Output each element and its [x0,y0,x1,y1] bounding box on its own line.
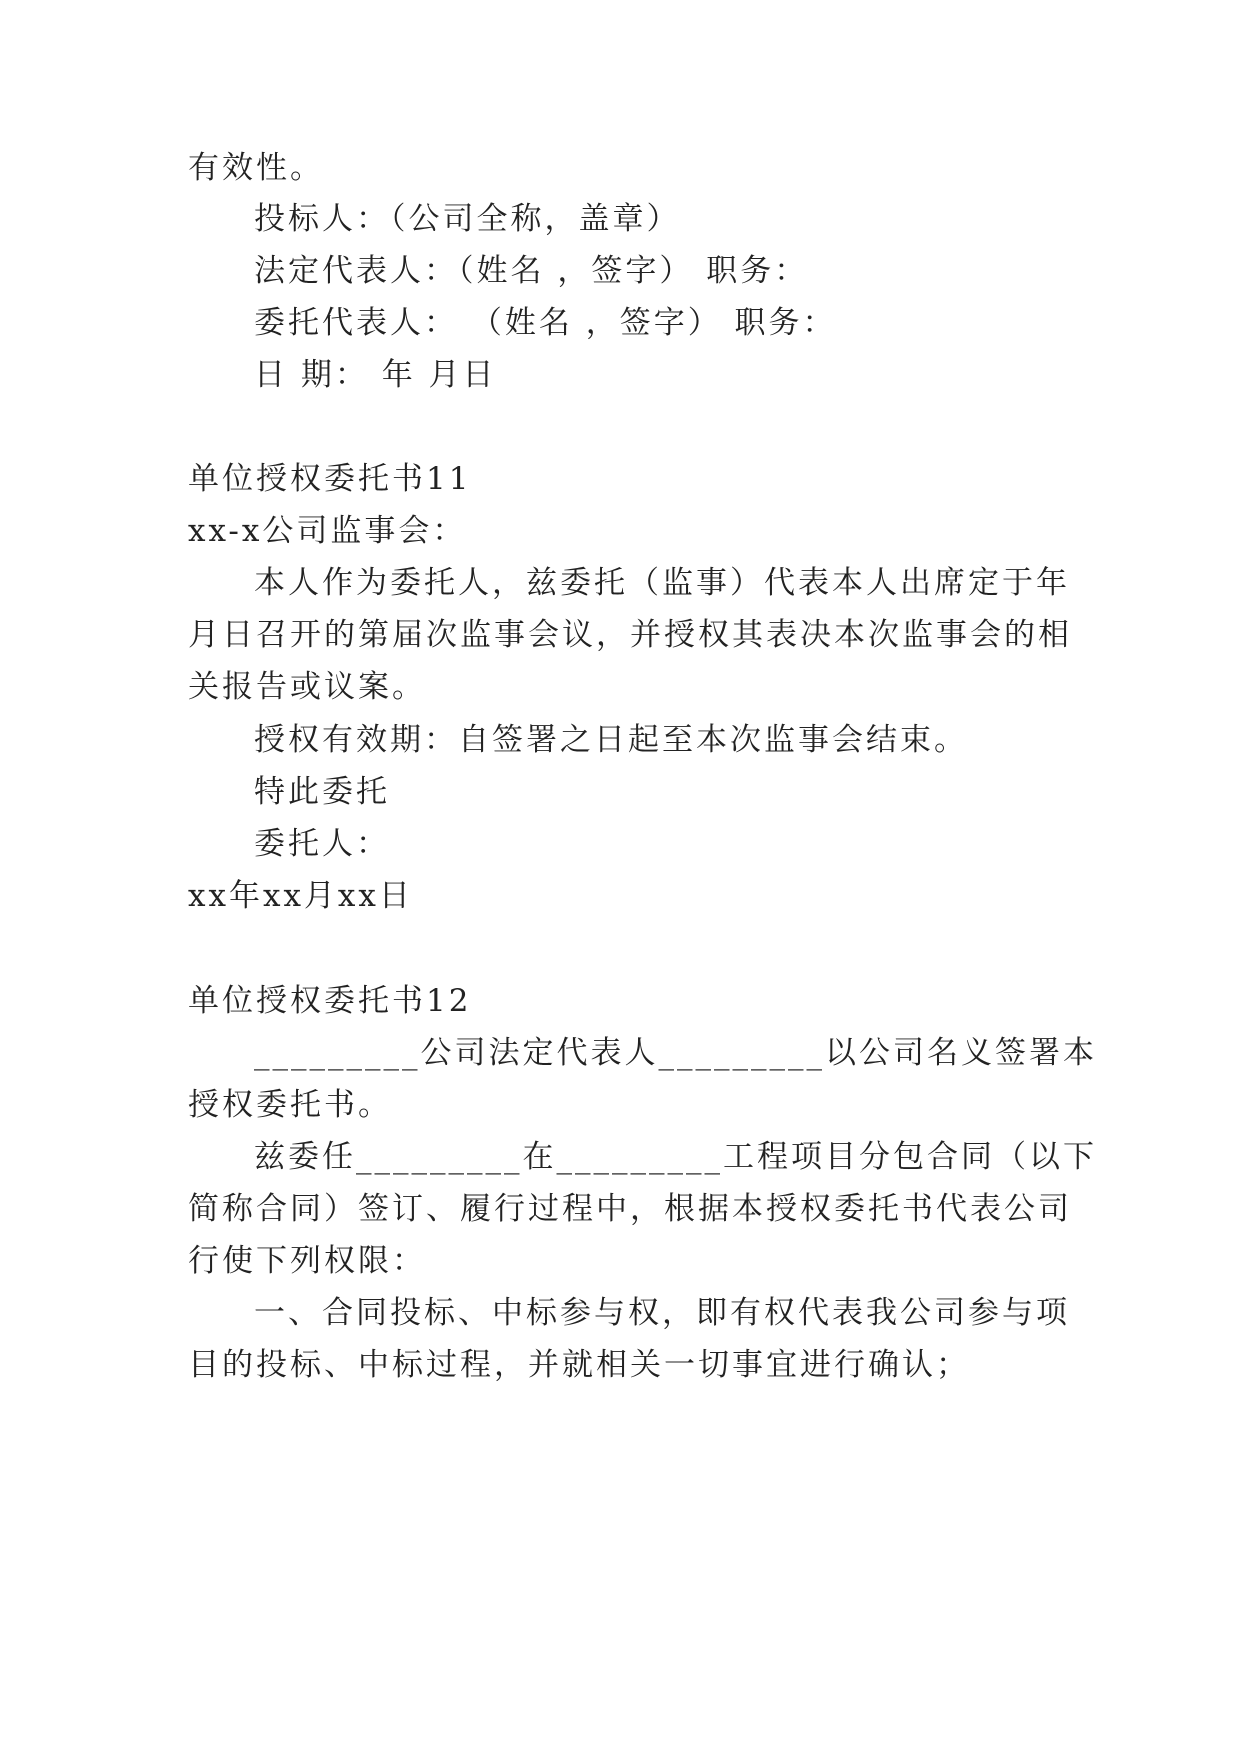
section-11-body-line: 月日召开的第届次监事会议，并授权其表决本次监事会的相 [188,617,1072,653]
section-11-body-line: 关报告或议案。 [188,669,426,705]
section-12-title: 单位授权委托书12 [188,983,472,1019]
section-11-body-line: 本人作为委托人，兹委托（监事）代表本人出席定于年 [254,565,1070,601]
section-12-paragraph-line: 授权委托书。 [188,1087,392,1123]
section-12-paragraph-line: 行使下列权限： [188,1243,426,1279]
section-12-item-line: 一、合同投标、中标参与权，即有权代表我公司参与项 [254,1295,1070,1331]
section-11-title: 单位授权委托书11 [188,461,472,497]
section-11-validity-line: 授权有效期：自签署之日起至本次监事会结束。 [254,722,968,758]
bidder-line: 投标人：（公司全称，盖章） [254,201,681,237]
section-12-paragraph-line: _________公司法定代表人_________以公司名义签署本 [254,1035,1097,1071]
section-11-date: xx年xx月xx日 [188,878,413,914]
section-12-paragraph-line: 简称合同）签订、履行过程中，根据本授权委托书代表公司 [188,1191,1072,1227]
section-11-addressee: xx-x公司监事会： [188,513,467,549]
date-line: 日 期： 年 月日 [254,357,497,393]
section-12-item-line: 目的投标、中标过程，并就相关一切事宜进行确认； [188,1347,970,1383]
entrusted-representative-line: 委托代表人： （姓名 ，签字） 职务： [254,305,837,341]
section-12-paragraph-line: 兹委任_________在_________工程项目分包合同（以下 [254,1139,1097,1175]
section-11-principal: 委托人： [254,826,390,862]
legal-representative-line: 法定代表人：（姓名 ，签字） 职务： [254,253,809,289]
intro-continuation-text: 有效性。 [188,150,324,186]
section-11-closing: 特此委托 [254,774,390,810]
